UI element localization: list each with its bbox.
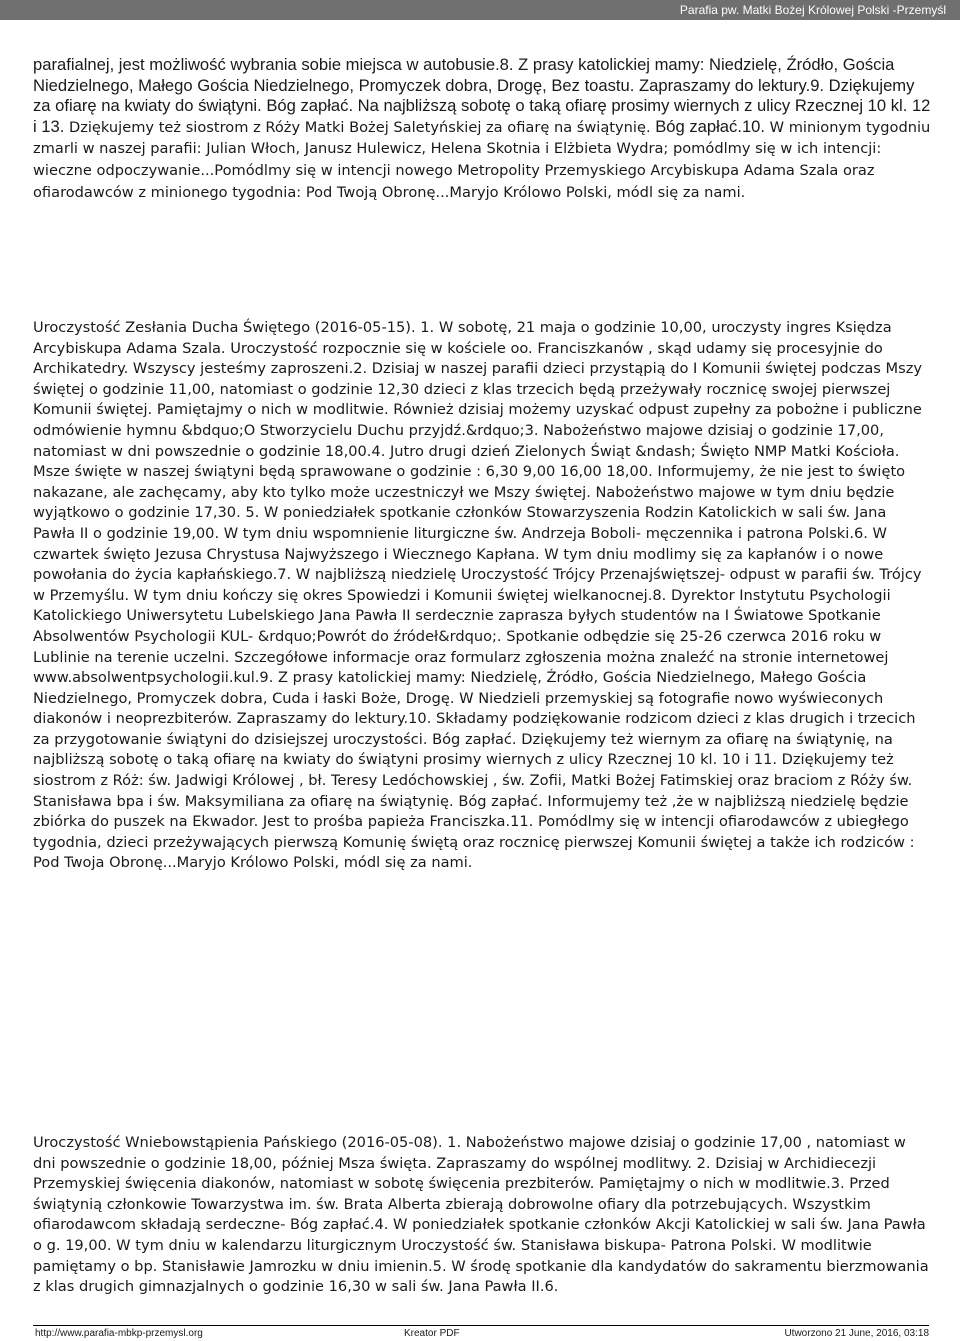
section1-text-part1: parafialnej, jest możliwość wybrania sobie miejsca w autobusie.8. Z prasy katolickiej mamy: Niedzielę, Źródło, Gościa Niedzielnego, Małego Gościa Niedzielnego, Promyczek dobra, Drogę, Bez toastu. Zapraszamy do lektury.9. Dziękujemy za ofiarę na kwiaty do świątyni. Bóg zapłać. Na najbliższą sobotę o taką ofiarę prosimy wiernych z ulicy Rzecznej 10 kl. 12 i 13. bbox=[33, 55, 931, 136]
announcements-ascension bbox=[33, 1133, 931, 1298]
section1-text-part3: Bóg zapłać.10. bbox=[655, 116, 770, 136]
announcements-section-continued bbox=[33, 55, 933, 203]
section1-text-part4: W minionym tygodniu zmarli w naszej parafii: Julian Włoch, Janusz Hulewicz, Helena Skotnia i Elżbieta Wydra; pomódlmy się w ich intencji: wieczne odpoczywanie...Pomódlmy się w intencji nowego Metropolity Przemyskiego Arcybiskupa Adama Szala oraz ofiarodawców z minionego tygodnia: Pod Twoją Obronę...Maryjo Królowo Polski, módl się za nami. bbox=[33, 118, 931, 201]
page-header bbox=[0, 0, 960, 20]
footer-divider bbox=[33, 1325, 929, 1326]
page-footer bbox=[33, 1327, 929, 1341]
section1-text-part2: Dziękujemy też siostrom z Róży Matki Bożej Saletyńskiej za ofiarę na świątynię. bbox=[68, 118, 656, 136]
footer-generator: Kreator PDF bbox=[404, 1328, 460, 1339]
footer-created-date: Utworzono 21 June, 2016, 03:18 bbox=[784, 1328, 929, 1339]
footer-url[interactable]: http://www.parafia-mbkp-przemysl.org bbox=[35, 1328, 203, 1339]
header-title: Parafia pw. Matki Bożej Królowej Polski -Przemyśl bbox=[679, 3, 946, 17]
section2-text: Uroczystość Zesłania Ducha Świętego (2016-05-15). 1. W sobotę, 21 maja o godzinie 10,00, uroczysty ingres Księdza Arcybiskupa Adama Szala. Uroczystość rozpocznie się w kościele oo. Franciszkanów , skąd udamy się procesyjnie do Archikatedry. Wszyscy jesteśmy zaproszeni.2. Dzisiaj w naszej parafii dzieci przystąpią do I Komunii świętej podczas Mszy świętej o godzinie 11,00, natomiast o godzinie 12,30 dzieci z klas trzecich będą przeżywały rocznicę swojej pierwszej Komunii świętej. Pamiętajmy o nich w modlitwie. Również dzisiaj możemy uzyskać odpust zupełny za pobożne i publiczne odmówienie hymnu &bdquo;O Stworzycielu Duchu przyjdź.&rdquo;3. Nabożeństwo majowe dzisiaj o godzinie 17,00, natomiast w dni powszednie o godzinie 18,00.4. Jutro drugi dzień Zielonych Świąt &ndash; Święto NMP Matki Kościoła. Msze święte w naszej świątyni będą sprawowane o godzinie : 6,30 9,00 16,00 18,00. Informujemy, że nie jest to święto nakazane, ale zachęcamy, aby kto tylko może uczestniczył we Mszy świętej. Nabożeństwo majowe w tym dniu będzie wyjątkowo o godzinie 17,30. 5. W poniedziałek spotkanie członków Stowarzyszenia Rodzin Katolickich w sali św. Jana Pawła II o godzinie 19,00. W tym dniu wspomnienie liturgiczne św. Andrzeja Boboli- męczennika i patrona Polski.6. W czwartek święto Jezusa Chrystusa Najwyższego i Wiecznego Kapłana. W tym dniu modlimy się za kapłanów i o nowe powołania do życia kapłańskiego.7. W najbliższą niedzielę Uroczystość Trójcy Przenajświętszej- odpust w parafii św. Trójcy w Przemyślu. W tym dniu kończy się okres Spowiedzi i Komunii świętej wielkanocnej.8. Dyrektor Instytutu Psychologii Katolickiego Uniwersytetu Lubelskiego Jana Pawła II serdecznie zaprasza byłych studentów na I Światowe Spotkanie Absolwentów Psychologii KUL- &rdquo;Powrót do źródeł&rdquo;. Spotkanie odbędzie się 25-26 czerwca 2016 roku w Lublinie na terenie uczelni. Szczegółowe informacje oraz formularz zgłoszenia można znaleźć na stronie internetowej www.absolwentpsychologii.kul.9. Z prasy katolickiej mamy: Niedzielę, Źródło, Gościa Niedzielnego, Małego Gościa Niedzielnego, Promyczek dobra, Cuda i łaski Boże, Drogę. W Niedzieli przemyskiej są fotografie nowo wyświeconych diakonów i neoprezbiterów. Zapraszamy do lektury.10. Składamy podziękowanie rodzicom dzieci z klas drugich i trzecich za przygotowanie świątyni do dzisiejszej uroczystości. Bóg zapłać. Dziękujemy też wiernym za ofiarę na świątynię, na najbliższą sobotę o taką ofiarę na kwiaty do świątyni prosimy wiernych z ulicy Rzecznej 10 kl. 10 i 11. Dziękujemy też siostrom z Róż: św. Jadwigi Królowej , bł. Teresy Ledóchowskiej , św. Zofii, Matki Bożej Fatimskiej oraz braciom z Róży św. Stanisława bpa i św. Maksymiliana za ofiarę na świątynię. Bóg zapłać. Informujemy też ,że w najbliższą niedzielę będzie zbiórka do puszek na Ekwador. Jest to prośba papieża Franciszka.11. Pomódlmy się w intencji ofiarodawców z ubiegłego tygodnia, dzieci przeżywających pierwszą Komunię świętą oraz rocznicę pierwszej Komunii świętej a także ich rodziców : Pod Twoja Obronę...Maryjo Królowo Polski, módl się za nami. bbox=[33, 319, 922, 872]
section3-text: Uroczystość Wniebowstąpienia Pańskiego (2016-05-08). 1. Nabożeństwo majowe dzisiaj o godzinie 17,00 , natomiast w dni powszednie o godzinie 18,00, później Msza święta. Zapraszamy do wspólnej modlitwy. 2. Dzisiaj w Archidiecezji Przemyskiej święcenia diakonów, natomiast w sobotę święcenia prezbiterów. Pamiętajmy o nich w modlitwie.3. Przed świątynią członkowie Towarzystwa im. św. Brata Alberta zbierają dobrowolne ofiary dla potrzebujących. Wszystkim ofiarodawcom składają serdeczne- Bóg zapłać.4. W poniedziałek spotkanie członków Akcji Katolickiej w sali św. Jana Pawła o g. 19,00. W tym dniu w kalendarzu liturgicznym Uroczystość św. Stanisława biskupa- Patrona Polski. W modlitwie pamiętamy o bp. Stanisławie Jamrozku w dniu imienin.5. W środę spotkanie dla kandydatów do sakramentu bierzmowania z klas drugich gimnazjalnych o godzinie 16,30 w sali św. Jana Pawła II.6. bbox=[33, 1134, 929, 1296]
announcements-pentecost bbox=[33, 318, 931, 874]
